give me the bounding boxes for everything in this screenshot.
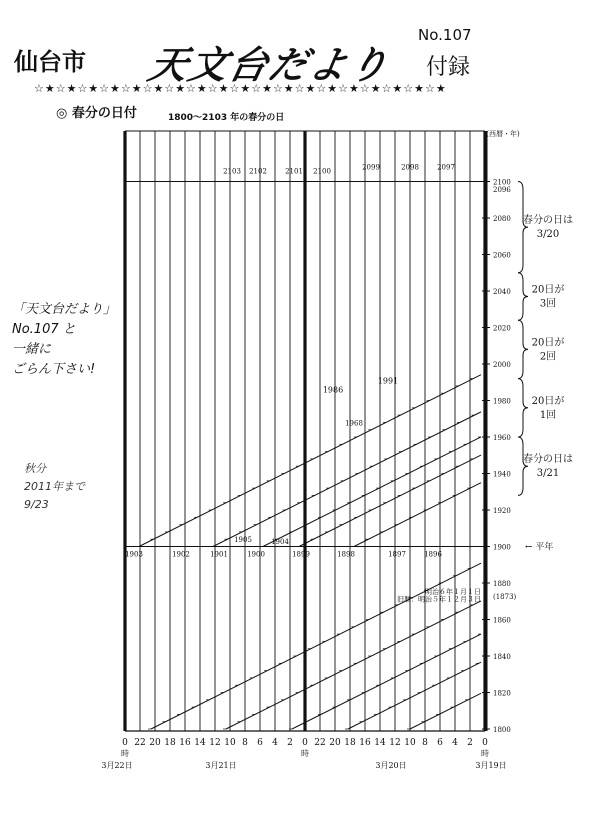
mid-year-label: 1903: [125, 550, 143, 559]
issue-number: No.107: [418, 26, 472, 44]
mid-year-label: 1900: [247, 550, 265, 559]
equinox-diagonal: [348, 662, 481, 729]
range-note: 3/20: [536, 229, 560, 241]
top-year-label: 2100: [313, 167, 331, 176]
x-tick-label: 16: [179, 738, 191, 748]
range-note: 2回: [539, 351, 557, 363]
year-tick-label: 1820: [493, 689, 511, 698]
year-tick-label: 1980: [493, 397, 511, 406]
range-brace: [518, 182, 528, 273]
range-note: 春分の日は: [523, 454, 573, 466]
x-tick-label: 14: [374, 738, 386, 748]
equinox-diagonal: [226, 601, 481, 729]
equinox-diagonal: [213, 412, 481, 547]
range-brace: [518, 379, 528, 437]
mid-year-label: 1901: [210, 550, 228, 559]
annotation-label: 1968: [345, 419, 363, 428]
year-extra-label: (1873): [493, 592, 517, 601]
year-tick-label: 1840: [493, 653, 511, 661]
range-note: 20日が: [531, 395, 565, 407]
equinox-diagonal: [354, 483, 481, 547]
top-year-label: 2101: [285, 167, 303, 176]
section-heading: ◎ 春分の日付: [56, 106, 137, 121]
x-tick-label: 8: [422, 738, 428, 748]
appendix-label: 付録: [426, 55, 471, 80]
hour-unit-label: 時: [301, 749, 309, 758]
upper-year-label: 1905: [234, 536, 252, 545]
x-tick-label: 2: [467, 738, 473, 748]
x-tick-label: 4: [452, 738, 458, 748]
year-tick-label: 2040: [493, 288, 511, 296]
annotation-label: 1991: [377, 376, 399, 386]
equinox-diagonal: [263, 437, 481, 547]
range-note: 20日が: [531, 284, 565, 296]
range-note: 3回: [539, 298, 557, 310]
x-tick-label: 4: [272, 738, 278, 748]
mid-year-label: 1899: [292, 550, 310, 559]
year-tick-label: 1940: [493, 470, 511, 479]
meiji-note: 明治６年１月１日: [425, 588, 481, 597]
year-tick-label: 2000: [493, 361, 511, 369]
year-extra-label: 2096: [493, 185, 511, 194]
mid-year-label: 1897: [388, 550, 406, 559]
handwritten-line: ごらん下さい!: [12, 362, 96, 377]
x-tick-label: 16: [359, 738, 371, 748]
day-label: 3月20日: [375, 761, 407, 770]
star-divider: ☆★☆★☆★☆★☆★☆★☆★☆★☆★☆★☆★☆★☆★☆★☆★☆★☆★☆★☆★: [34, 82, 447, 95]
year-tick-label: 2060: [493, 251, 511, 260]
x-tick-label: 0: [482, 738, 488, 748]
top-year-label: 2097: [437, 163, 455, 172]
x-tick-label: 14: [194, 738, 206, 748]
year-tick-label: 2020: [493, 324, 511, 333]
x-tick-label: 12: [389, 738, 401, 748]
x-tick-label: 22: [134, 738, 146, 748]
x-tick-label: 0: [122, 738, 128, 748]
range-note: 1回: [539, 409, 557, 421]
hour-unit-label: 時: [121, 749, 129, 758]
handwritten-line: No.107 と: [12, 322, 76, 337]
year-tick-label: 2100: [493, 178, 511, 187]
year-tick-label: 1920: [493, 507, 511, 515]
x-tick-label: 6: [437, 738, 443, 748]
x-tick-label: 20: [329, 738, 341, 748]
equinox-diagonal: [299, 455, 481, 546]
year-tick-label: 1960: [493, 434, 511, 442]
handwritten-line: 2011年まで: [24, 480, 85, 493]
range-note: 20日が: [531, 337, 565, 349]
day-label: 3月22日: [101, 761, 133, 770]
mid-year-label: 1896: [424, 550, 442, 559]
year-tick-label: 1900: [493, 543, 511, 552]
year-tick-label: 2080: [493, 215, 511, 223]
hour-unit-label: 時: [481, 749, 489, 758]
x-tick-label: 18: [344, 738, 356, 748]
chart-subtitle: 1800～2103 年の春分の日: [168, 113, 285, 123]
x-tick-label: 6: [257, 738, 263, 748]
top-year-label: 2098: [401, 163, 419, 172]
year-tick-label: 1800: [493, 726, 511, 734]
mid-year-label: 1902: [172, 550, 190, 559]
x-tick-label: 20: [149, 738, 161, 748]
range-brace: [518, 437, 528, 495]
x-tick-label: 8: [242, 738, 248, 748]
day-label: 3月21日: [205, 761, 237, 770]
newsletter-title: 天文台だより: [144, 43, 394, 87]
equinox-diagonal: [139, 375, 481, 547]
year-tick-label: 1860: [493, 616, 511, 625]
handwritten-line: 「天文台だより」: [12, 302, 117, 317]
x-tick-label: 12: [209, 738, 221, 748]
city-name: 仙台市: [14, 47, 86, 76]
day-label: 3月19日: [475, 761, 507, 770]
range-brace: [518, 320, 528, 378]
handwritten-line: 一緒に: [12, 342, 52, 357]
meiji-note: 旧暦：明治５年１２月３日: [397, 595, 481, 604]
range-note: 春分の日は: [523, 215, 573, 227]
x-tick-label: 10: [404, 738, 416, 748]
top-year-label: 2103: [223, 167, 241, 176]
x-tick-label: 22: [314, 738, 326, 748]
mid-year-label: 1898: [337, 550, 355, 559]
range-note: 3/21: [536, 468, 560, 480]
year-axis-unit: (西暦・年): [486, 130, 520, 138]
year-tick-label: 1880: [493, 580, 511, 588]
upper-year-label: 1904: [271, 538, 289, 547]
annotation-label: 1986: [322, 385, 344, 395]
x-tick-label: 2: [287, 738, 293, 748]
handwritten-line: 9/23: [24, 498, 49, 511]
top-year-label: 2099: [362, 163, 380, 172]
range-brace: [518, 273, 528, 320]
handwritten-line: 秋分: [24, 462, 46, 475]
x-tick-label: 0: [302, 738, 308, 748]
x-tick-label: 18: [164, 738, 176, 748]
top-year-label: 2102: [249, 167, 267, 176]
x-tick-label: 10: [224, 738, 236, 748]
common-year-note: ← 平年: [525, 542, 554, 553]
